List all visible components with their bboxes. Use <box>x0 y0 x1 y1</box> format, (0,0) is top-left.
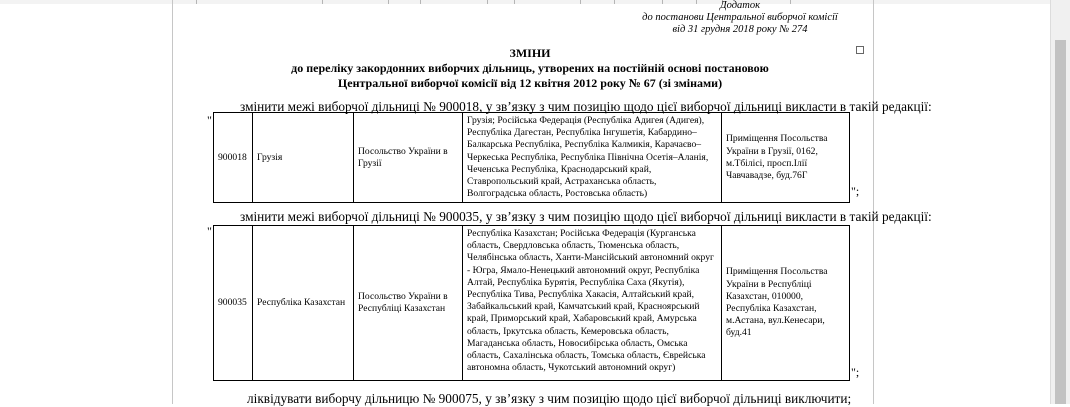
cell-number: 900018 <box>214 113 253 203</box>
addendum-line: до постанови Центральної виборчої комісії <box>642 12 838 23</box>
open-quote: " <box>207 113 212 127</box>
address-text: Приміщення Посольства України в Республіці Казахстан, 010000, Республіка Казахстан, м.Астана, вул.Кенесари, буд.41 <box>726 266 828 339</box>
document-subtitle-line-2: Центральної виборчої комісії від 12 квітня 2012 року № 67 (зі змінами) <box>337 76 723 90</box>
cell-territory-list: Республіка Казахстан; Російська Федерація (Курганська область, Свердловська область, Тюменська область, Челябінська область, Ханти-Мансійський автономний округ - Югра, Ямало-Ненецький автономний округ, Республіка Алтай, Республіка Бурятія, Республіка Саха (Якутія), Республіка Тива, Республіка Хакасія, Алтайський край, Забайкальський край, Камчатський край, Красноярський край, Приморський край, Хабаровський край, Амурська область, Іркутська область, Кемеровська область, Магаданська область, Новосибірська область, Омська область, Сахалінська область, Томська область, Єврейська автономна область, Чукотський автономний округ) <box>463 226 722 381</box>
document-title: ЗМІНИ <box>509 46 551 60</box>
table-row-900018 <box>213 112 850 203</box>
cell-territory-list: Грузія; Російська Федерація (Республіка Адигея (Адигея), Республіка Дагестан, Республіка Інгушетія, Кабардино–Балкарська Республіка, Республіка Калмикія, Карачаєво–Черкеська Республіка, Республіка Північна Осетія–Аланія, Чеченська Республіка, Краснодарський край, Ставропольський край, Астраханська область, Волгоградська область, Ростовська область) <box>463 113 722 203</box>
cell-institution: Посольство України в Республіці Казахстан <box>354 226 463 381</box>
cell-number: 900035 <box>214 226 253 381</box>
table-row <box>214 113 850 203</box>
addendum-line: Додаток <box>719 0 761 11</box>
close-quote: "; <box>851 184 860 198</box>
cell-address <box>722 226 850 381</box>
ruler-strip <box>0 0 1070 4</box>
document-subtitle-line-1: до переліку закордонних виборчих дільниць, утворених на постійній основі постановою <box>291 61 769 75</box>
page-right-edge <box>873 0 874 404</box>
cell-address <box>722 113 850 203</box>
paragraph-change-900018: змінити межі виборчої дільниці № 900018, у зв’язку з чим позицію щодо цієї виборчої дільниці викласти в такій редакції: <box>240 99 932 114</box>
vertical-scrollbar[interactable] <box>1050 0 1070 404</box>
cell-institution: Посольство України в Грузії <box>354 113 463 203</box>
table-row <box>214 226 850 381</box>
addendum-header <box>600 0 880 36</box>
addendum-line: від 31 грудня 2018 року № 274 <box>672 24 808 35</box>
table-row-900035 <box>213 225 850 381</box>
paragraph-change-900035: змінити межі виборчої дільниці № 900035, у зв’язку з чим позицію щодо цієї виборчої дільниці викласти в такій редакції: <box>240 209 932 224</box>
object-anchor-icon[interactable] <box>856 46 864 54</box>
paragraph-liquidate-900075: ліквідувати виборчу дільницю № 900075, у зв’язку з чим позицію щодо цієї виборчої дільниці виключити; <box>247 391 852 406</box>
open-quote: " <box>207 224 212 238</box>
page-left-edge <box>172 0 173 404</box>
address-text: Приміщення Посольства України в Грузії, 0162, м.Тбілісі, просп.Ілії Чавчавадзе, буд.76Г <box>726 133 828 181</box>
scrollbar-thumb[interactable] <box>1055 40 1066 404</box>
close-quote: "; <box>851 365 860 379</box>
cell-country: Грузія <box>253 113 354 203</box>
cell-country: Республіка Казахстан <box>253 226 354 381</box>
